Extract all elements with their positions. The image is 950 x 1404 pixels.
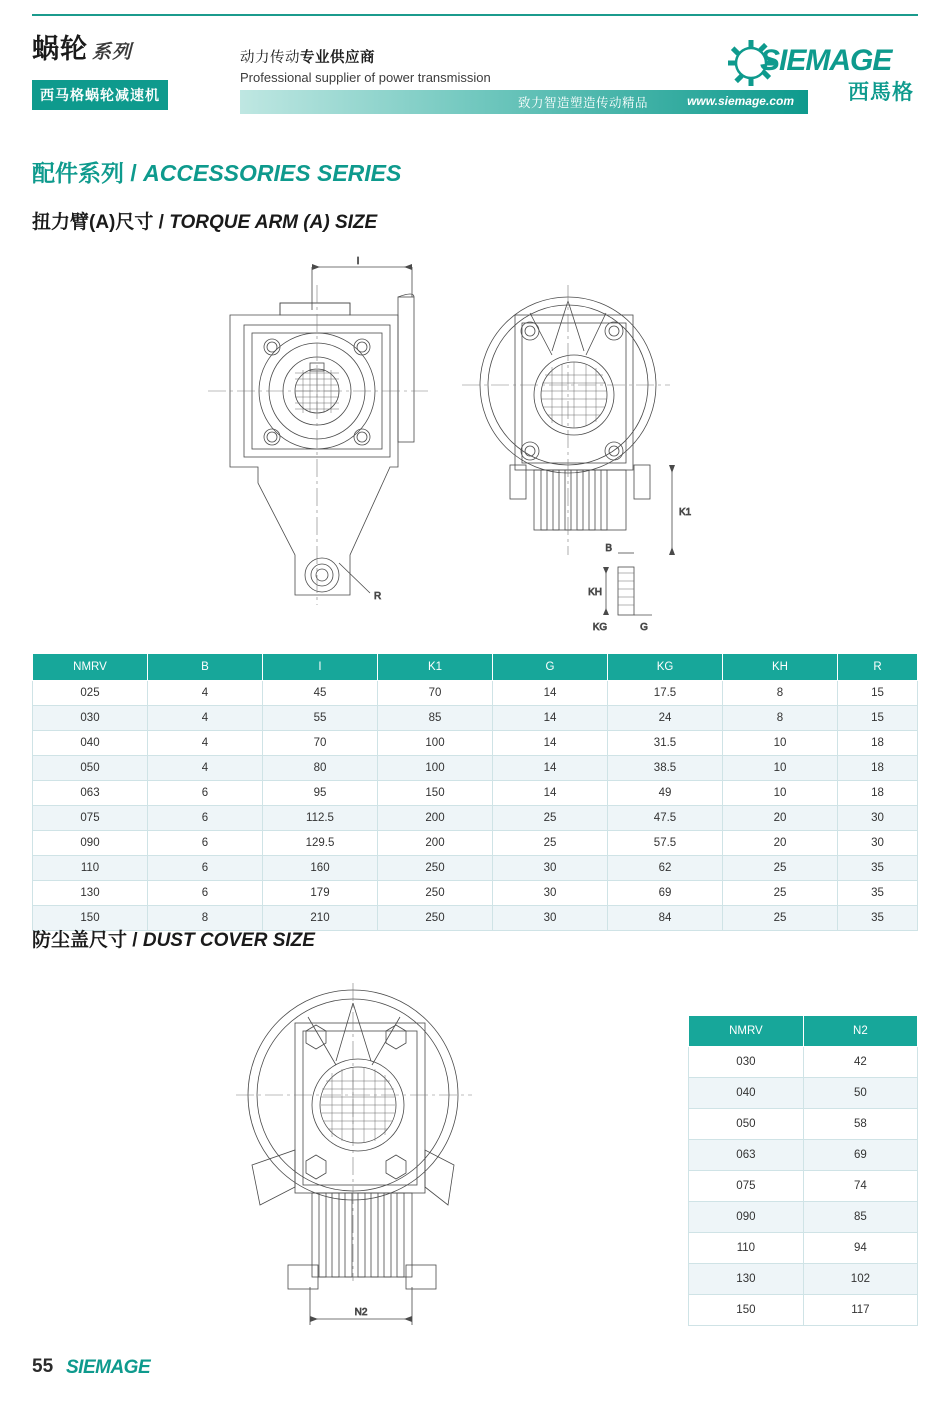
- cell-i: 95: [263, 781, 378, 806]
- cell-r: 15: [838, 706, 918, 731]
- col-k1: K1: [378, 654, 493, 681]
- dim-label-n2: N2: [354, 1307, 368, 1318]
- dim-label-k1: K1: [679, 507, 692, 518]
- cell-kh: 8: [723, 681, 838, 706]
- cell-g: 30: [493, 906, 608, 931]
- col-b: B: [148, 654, 263, 681]
- table-header-row: [689, 1016, 918, 1047]
- cell-i: 80: [263, 756, 378, 781]
- col-i: I: [263, 654, 378, 681]
- cell-nmrv: 110: [689, 1233, 804, 1264]
- table-row: [689, 1047, 918, 1078]
- cell-nmrv: 150: [689, 1295, 804, 1326]
- cell-nmrv: 130: [33, 881, 148, 906]
- cell-nmrv: 150: [33, 906, 148, 931]
- dust-cover-title-en: DUST COVER SIZE: [142, 930, 315, 951]
- cell-i: 129.5: [263, 831, 378, 856]
- cell-g: 14: [493, 706, 608, 731]
- section-title-cn: 配件系列: [32, 160, 124, 186]
- table-row: [689, 1295, 918, 1326]
- cell-kh: 25: [723, 856, 838, 881]
- cell-nmrv: 025: [33, 681, 148, 706]
- table-row: [33, 781, 918, 806]
- cell-nmrv: 030: [689, 1047, 804, 1078]
- cell-n2: 74: [803, 1171, 917, 1202]
- header-slogan: [240, 46, 710, 85]
- dim-label-b: B: [605, 543, 612, 554]
- table-row: [33, 706, 918, 731]
- cell-nmrv: 040: [33, 731, 148, 756]
- cell-i: 210: [263, 906, 378, 931]
- cell-g: 25: [493, 831, 608, 856]
- table-row: [33, 831, 918, 856]
- cell-k1: 70: [378, 681, 493, 706]
- cell-k1: 250: [378, 881, 493, 906]
- cell-kh: 10: [723, 756, 838, 781]
- cell-kh: 10: [723, 781, 838, 806]
- cell-g: 14: [493, 681, 608, 706]
- cell-i: 179: [263, 881, 378, 906]
- cell-b: 8: [148, 906, 263, 931]
- cell-n2: 69: [803, 1140, 917, 1171]
- cell-r: 30: [838, 806, 918, 831]
- cell-k1: 250: [378, 906, 493, 931]
- header-slogan-en: Professional supplier of power transmission: [240, 70, 491, 85]
- cell-k1: 250: [378, 856, 493, 881]
- header-website-url: www.siemage.com: [687, 94, 794, 108]
- cell-k1: 200: [378, 831, 493, 856]
- cell-i: 160: [263, 856, 378, 881]
- cell-g: 14: [493, 731, 608, 756]
- cell-nmrv: 063: [33, 781, 148, 806]
- cell-i: 70: [263, 731, 378, 756]
- cell-kh: 8: [723, 706, 838, 731]
- logo-wordmark: SIEMAGE: [760, 44, 892, 77]
- cell-kg: 62: [608, 856, 723, 881]
- torque-arm-title-en: TORQUE ARM (A) SIZE: [169, 212, 378, 233]
- cell-k1: 150: [378, 781, 493, 806]
- company-logo: [726, 34, 918, 110]
- header-left: [32, 32, 222, 110]
- cell-kh: 25: [723, 906, 838, 931]
- cell-kg: 38.5: [608, 756, 723, 781]
- cell-nmrv: 030: [33, 706, 148, 731]
- cell-i: 45: [263, 681, 378, 706]
- header-bar-cn-text: 致力智造塑造传动精品: [517, 96, 648, 110]
- col-nmrv: NMRV: [689, 1016, 804, 1047]
- cell-r: 35: [838, 906, 918, 931]
- cell-kg: 84: [608, 906, 723, 931]
- cell-n2: 50: [803, 1078, 917, 1109]
- cell-g: 30: [493, 856, 608, 881]
- section-title: [32, 155, 401, 188]
- table-row: [33, 881, 918, 906]
- table-row: [33, 856, 918, 881]
- col-kh: KH: [723, 654, 838, 681]
- table-row: [689, 1233, 918, 1264]
- cell-kg: 17.5: [608, 681, 723, 706]
- dust-cover-title-separator: /: [132, 930, 138, 951]
- torque-arm-title: [32, 207, 377, 234]
- cell-kg: 47.5: [608, 806, 723, 831]
- table-row: [33, 756, 918, 781]
- page-footer: [32, 1356, 918, 1386]
- cell-b: 6: [148, 831, 263, 856]
- cell-kg: 57.5: [608, 831, 723, 856]
- dust-cover-title-cn: 防尘盖尺寸: [32, 930, 128, 951]
- dim-label-kg: KG: [592, 622, 608, 633]
- section-title-separator: /: [130, 160, 137, 186]
- cell-b: 4: [148, 756, 263, 781]
- footer-logo: SIEMAGE: [66, 1357, 151, 1378]
- cell-n2: 94: [803, 1233, 917, 1264]
- cell-n2: 42: [803, 1047, 917, 1078]
- dim-label-i: I: [356, 256, 360, 267]
- cell-nmrv: 050: [689, 1109, 804, 1140]
- torque-arm-drawing: [200, 255, 720, 635]
- cell-nmrv: 130: [689, 1264, 804, 1295]
- table-header-row: [33, 654, 918, 681]
- cell-k1: 100: [378, 731, 493, 756]
- table-row: [689, 1140, 918, 1171]
- table-row: [689, 1264, 918, 1295]
- cell-kh: 10: [723, 731, 838, 756]
- col-kg: KG: [608, 654, 723, 681]
- cell-r: 15: [838, 681, 918, 706]
- table-row: [689, 1109, 918, 1140]
- cell-k1: 100: [378, 756, 493, 781]
- cell-nmrv: 050: [33, 756, 148, 781]
- page-number: 55: [32, 1356, 54, 1377]
- cell-n2: 117: [803, 1295, 917, 1326]
- cell-kh: 25: [723, 881, 838, 906]
- logo-wordmark-cn: 西馬格: [848, 81, 914, 104]
- col-r: R: [838, 654, 918, 681]
- cell-kh: 20: [723, 806, 838, 831]
- cell-g: 14: [493, 781, 608, 806]
- cell-k1: 85: [378, 706, 493, 731]
- header-title: [32, 32, 222, 70]
- cell-r: 18: [838, 756, 918, 781]
- cell-nmrv: 075: [33, 806, 148, 831]
- cell-r: 18: [838, 731, 918, 756]
- table-row: [33, 806, 918, 831]
- table-row: [689, 1171, 918, 1202]
- cell-b: 6: [148, 881, 263, 906]
- cell-r: 35: [838, 881, 918, 906]
- cell-nmrv: 063: [689, 1140, 804, 1171]
- section-title-en: ACCESSORIES SERIES: [143, 160, 402, 186]
- cell-b: 6: [148, 781, 263, 806]
- page-header: [32, 32, 918, 122]
- table-row: [33, 731, 918, 756]
- cell-r: 35: [838, 856, 918, 881]
- col-g: G: [493, 654, 608, 681]
- header-subtitle-bar: 西马格蜗轮减速机: [32, 80, 168, 110]
- header-title-series: 系列: [92, 42, 133, 63]
- torque-arm-table: [32, 653, 918, 931]
- dim-label-kh: KH: [588, 587, 602, 598]
- cell-nmrv: 075: [689, 1171, 804, 1202]
- table-row: [33, 681, 918, 706]
- cell-nmrv: 040: [689, 1078, 804, 1109]
- cell-n2: 85: [803, 1202, 917, 1233]
- cell-n2: 102: [803, 1264, 917, 1295]
- cell-kh: 20: [723, 831, 838, 856]
- cell-g: 14: [493, 756, 608, 781]
- cell-k1: 200: [378, 806, 493, 831]
- cell-b: 4: [148, 706, 263, 731]
- cell-kg: 69: [608, 881, 723, 906]
- cell-b: 4: [148, 731, 263, 756]
- cell-n2: 58: [803, 1109, 917, 1140]
- cell-nmrv: 090: [689, 1202, 804, 1233]
- table-row: [689, 1078, 918, 1109]
- cell-g: 30: [493, 881, 608, 906]
- dim-label-r: R: [374, 591, 382, 602]
- cell-g: 25: [493, 806, 608, 831]
- header-gradient-bar: [240, 90, 808, 114]
- dust-cover-table: [688, 1015, 918, 1326]
- torque-arm-title-separator: /: [158, 212, 164, 233]
- cell-kg: 31.5: [608, 731, 723, 756]
- cell-r: 30: [838, 831, 918, 856]
- dim-label-g: G: [640, 622, 648, 633]
- cell-b: 6: [148, 856, 263, 881]
- torque-arm-title-cn: 扭力臂(A)尺寸: [32, 212, 154, 233]
- top-rule: [32, 14, 918, 16]
- cell-r: 18: [838, 781, 918, 806]
- cell-b: 4: [148, 681, 263, 706]
- dust-cover-title: [32, 925, 315, 952]
- header-title-cn: 蜗轮: [32, 34, 88, 64]
- header-slogan-cn-1: 动力传动: [240, 50, 300, 66]
- cell-nmrv: 110: [33, 856, 148, 881]
- col-n2: N2: [803, 1016, 917, 1047]
- cell-kg: 49: [608, 781, 723, 806]
- dust-cover-drawing: [190, 975, 520, 1345]
- header-slogan-cn-2: 专业供应商: [300, 50, 375, 66]
- cell-i: 55: [263, 706, 378, 731]
- cell-b: 6: [148, 806, 263, 831]
- cell-nmrv: 090: [33, 831, 148, 856]
- table-row: [689, 1202, 918, 1233]
- cell-i: 112.5: [263, 806, 378, 831]
- header-slogan-cn: [240, 46, 710, 67]
- cell-kg: 24: [608, 706, 723, 731]
- col-nmrv: NMRV: [33, 654, 148, 681]
